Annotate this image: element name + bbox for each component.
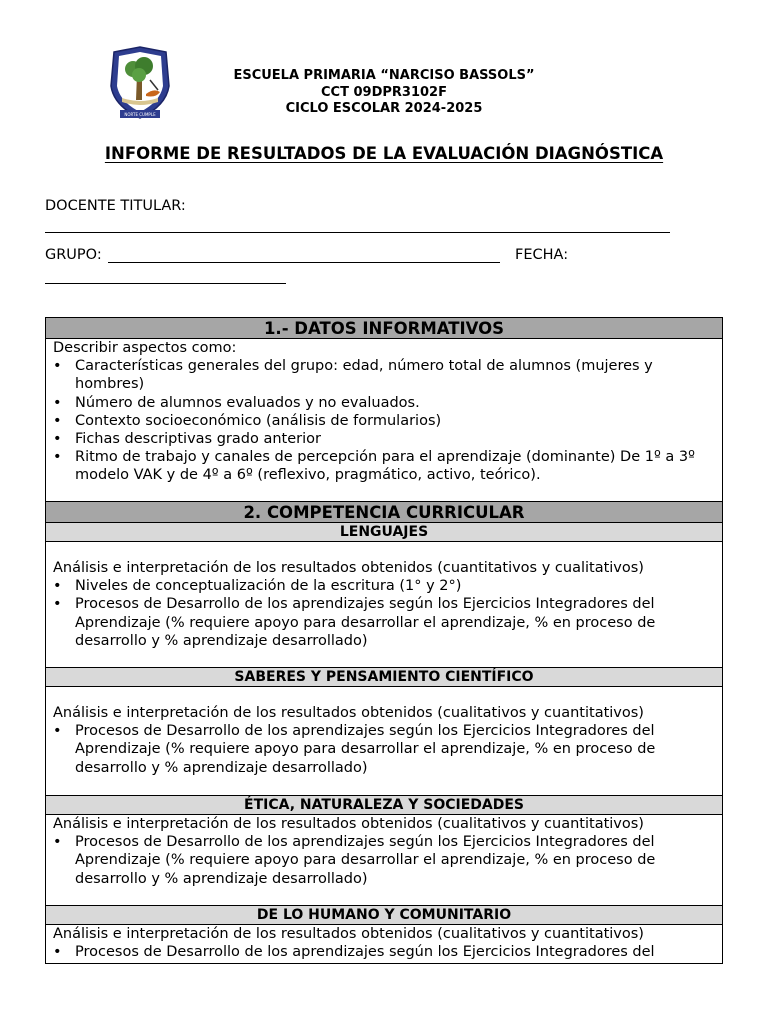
humano-list bbox=[53, 943, 716, 961]
school-crest-logo bbox=[106, 44, 174, 124]
school-cycle: CICLO ESCOLAR 2024-2025 bbox=[285, 101, 483, 116]
list-item: • Niveles de conceptualización de la escritura (1° y 2°) bbox=[53, 577, 716, 595]
section-datos-informativos-body bbox=[46, 339, 722, 501]
datos-intro: Describir aspectos como: bbox=[53, 340, 237, 356]
grupo-blank-line[interactable] bbox=[108, 262, 500, 263]
datos-list bbox=[53, 357, 716, 484]
saberes-list bbox=[53, 722, 716, 777]
list-item: • Procesos de Desarrollo de los aprendizajes según los Ejercicios Integradores del Aprendizaje (% requiere apoyo para desarrollar el aprendizaje, % en proceso de desarrollo y % aprendizaje desarrollado) bbox=[53, 595, 716, 650]
subsection-etica-header: ÉTICA, NATURALEZA Y SOCIEDADES bbox=[46, 795, 722, 815]
subsection-lenguajes-header: LENGUAJES bbox=[46, 523, 722, 542]
subsection-humano-body bbox=[46, 925, 722, 961]
etica-intro: Análisis e interpretación de los resultados obtenidos (cualitativos y cuantitativos) bbox=[53, 816, 644, 832]
etica-list bbox=[53, 833, 716, 888]
school-header bbox=[184, 68, 584, 118]
school-name: ESCUELA PRIMARIA “NARCISO BASSOLS” bbox=[233, 68, 535, 83]
subsection-saberes-header: SABERES Y PENSAMIENTO CIENTÍFICO bbox=[46, 667, 722, 687]
saberes-intro: Análisis e interpretación de los resultados obtenidos (cualitativos y cuantitativos) bbox=[53, 705, 644, 721]
grupo-label: GRUPO: bbox=[45, 247, 102, 263]
section-competencia-curricular-header: 2. COMPETENCIA CURRICULAR bbox=[46, 501, 722, 523]
list-item: • Procesos de Desarrollo de los aprendizajes según los Ejercicios Integradores del bbox=[53, 943, 716, 961]
humano-intro: Análisis e interpretación de los resultados obtenidos (cualitativos y cuantitativos) bbox=[53, 926, 644, 942]
docente-label: DOCENTE TITULAR: bbox=[45, 198, 186, 214]
subsection-saberes-body bbox=[46, 687, 722, 795]
fecha-label: FECHA: bbox=[515, 247, 569, 263]
report-table bbox=[45, 317, 723, 964]
section-datos-informativos-header: 1.- DATOS INFORMATIVOS bbox=[46, 318, 722, 339]
svg-text:NORTE CUMPLE: NORTE CUMPLE bbox=[124, 112, 156, 117]
subsection-etica-body bbox=[46, 815, 722, 905]
list-item: • Procesos de Desarrollo de los aprendizajes según los Ejercicios Integradores del Aprendizaje (% requiere apoyo para desarrollar el aprendizaje, % en proceso de desarrollo y % aprendizaje desarrollado) bbox=[53, 833, 716, 888]
list-item: • Fichas descriptivas grado anterior bbox=[53, 430, 716, 448]
list-item: • Ritmo de trabajo y canales de percepción para el aprendizaje (dominante) De 1º a 3º modelo VAK y de 4º a 6º (reflexivo, pragmático, activo, teórico). bbox=[53, 448, 716, 484]
list-item: • Contexto socioeconómico (análisis de formularios) bbox=[53, 412, 716, 430]
list-item: • Número de alumnos evaluados y no evaluados. bbox=[53, 394, 716, 412]
docente-blank-line[interactable] bbox=[45, 232, 670, 233]
subsection-lenguajes-body bbox=[46, 542, 722, 667]
list-item: • Procesos de Desarrollo de los aprendizajes según los Ejercicios Integradores del Aprendizaje (% requiere apoyo para desarrollar el aprendizaje, % en proceso de desarrollo y % aprendizaje desarrollado) bbox=[53, 722, 716, 777]
document-title bbox=[0, 144, 768, 163]
lenguajes-intro: Análisis e interpretación de los resultados obtenidos (cuantitativos y cualitativos) bbox=[53, 560, 644, 576]
document-title-text: INFORME DE RESULTADOS DE LA EVALUACIÓN DIAGNÓSTICA bbox=[104, 144, 664, 163]
lenguajes-list bbox=[53, 577, 716, 650]
fecha-blank-line[interactable] bbox=[45, 283, 286, 284]
subsection-humano-header: DE LO HUMANO Y COMUNITARIO bbox=[46, 905, 722, 925]
list-item: • Características generales del grupo: edad, número total de alumnos (mujeres y hombres) bbox=[53, 357, 716, 393]
school-cct: CCT 09DPR3102F bbox=[321, 84, 447, 100]
